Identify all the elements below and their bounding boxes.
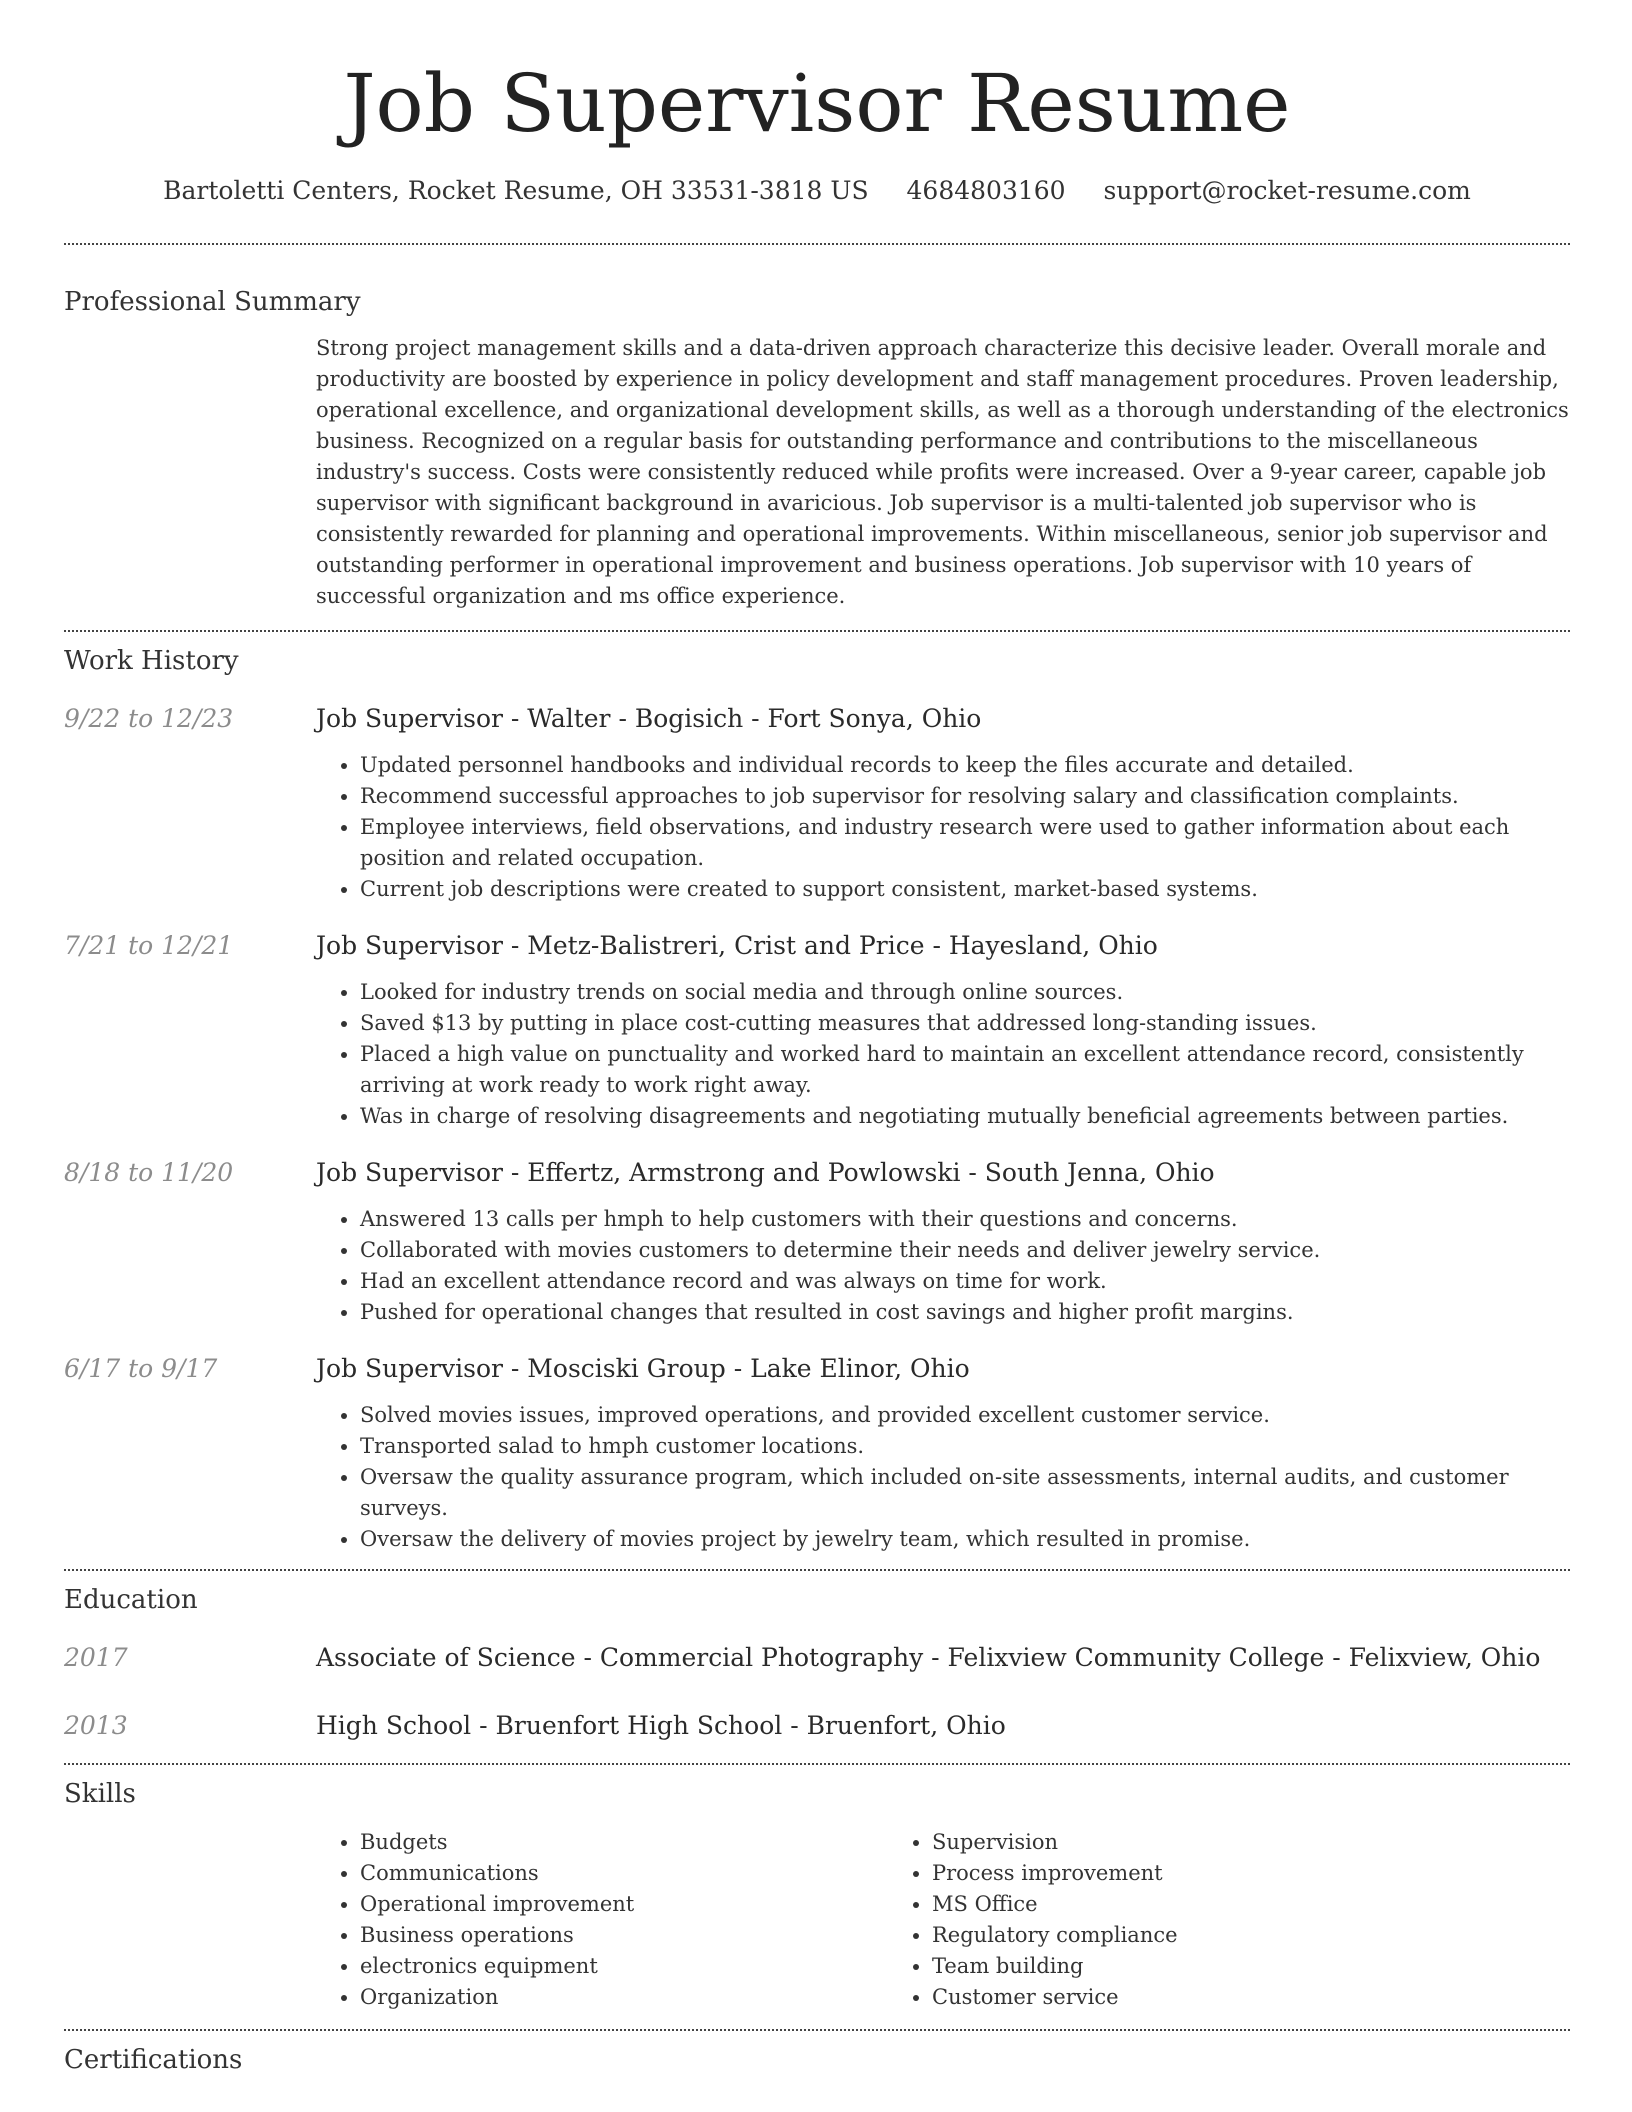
job-bullet: • Recommend successful approaches to job supervisor for resolving salary and classification complaints. [360, 781, 1570, 812]
job-bullet: • Saved $13 by putting in place cost-cutting measures that addressed long-standing issues. [360, 1008, 1570, 1039]
divider [64, 630, 1570, 632]
job-bullets [316, 1204, 1570, 1328]
job-bullet: • Collaborated with movies customers to determine their needs and deliver jewelry service. [360, 1235, 1570, 1266]
job-bullet: • Pushed for operational changes that resulted in cost savings and higher profit margins. [360, 1297, 1570, 1328]
job-bullet: • Oversaw the quality assurance program, which included on-site assessments, internal audits, and customer surveys. [360, 1462, 1570, 1524]
job-bullet: • Looked for industry trends on social media and through online sources. [360, 977, 1570, 1008]
skills-column-1 [316, 1827, 888, 2013]
work-history-heading: Work History [64, 646, 239, 676]
job-entry [64, 702, 1570, 905]
job-bullet: • Placed a high value on punctuality and worked hard to maintain an excellent attendance record, consistently arriving at work ready to work right away. [360, 1039, 1570, 1101]
education-entry [64, 1641, 1570, 1675]
job-entry [64, 929, 1570, 1132]
contact-email: support@rocket-resume.com [1103, 176, 1471, 205]
certifications-section [64, 2043, 1570, 2077]
divider [64, 1763, 1570, 1765]
education-entry [64, 1709, 1570, 1743]
skill-item: • Process improvement [932, 1858, 1460, 1889]
skills-left-spacer [64, 1827, 316, 2013]
job-bullet: • Was in charge of resolving disagreements and negotiating mutually beneficial agreements between parties. [360, 1101, 1570, 1132]
job-bullet: • Answered 13 calls per hmph to help customers with their questions and concerns. [360, 1204, 1570, 1235]
skills-section [64, 1777, 1570, 2013]
skill-item: • Team building [932, 1951, 1460, 1982]
skill-item: • electronics equipment [360, 1951, 888, 1982]
education-title: High School - Bruenfort High School - Bruenfort, Ohio [316, 1711, 1006, 1740]
education-year: 2013 [64, 1711, 128, 1740]
divider [64, 2029, 1570, 2031]
education-section [64, 1583, 1570, 1743]
certifications-heading: Certifications [64, 2045, 243, 2075]
job-title: Job Supervisor - Walter - Bogisich - Fort Sonya, Ohio [316, 704, 982, 733]
education-heading: Education [64, 1585, 198, 1615]
work-history-section [64, 644, 1570, 1555]
job-bullets [316, 750, 1570, 905]
divider [64, 243, 1570, 245]
job-dates: 7/21 to 12/21 [64, 931, 234, 960]
job-dates: 9/22 to 12/23 [64, 704, 234, 733]
job-bullet: • Transported salad to hmph customer locations. [360, 1431, 1570, 1462]
summary-section [64, 285, 1570, 612]
education-title: Associate of Science - Commercial Photography - Felixview Community College - Felixview, Ohio [316, 1643, 1541, 1672]
skill-item: • Organization [360, 1982, 888, 2013]
job-title: Job Supervisor - Metz-Balistreri, Crist and Price - Hayesland, Ohio [316, 931, 1158, 960]
job-entry [64, 1352, 1570, 1555]
skill-item: • Business operations [360, 1920, 888, 1951]
job-title: Job Supervisor - Effertz, Armstrong and Powlowski - South Jenna, Ohio [316, 1158, 1215, 1187]
skill-item: • Customer service [932, 1982, 1460, 2013]
job-bullet: • Current job descriptions were created to support consistent, market-based systems. [360, 874, 1570, 905]
skill-item: • Communications [360, 1858, 888, 1889]
job-entry [64, 1156, 1570, 1328]
resume-title: Job Supervisor Resume [343, 57, 1291, 150]
contact-line [64, 174, 1570, 208]
job-bullet: • Updated personnel handbooks and individual records to keep the files accurate and detailed. [360, 750, 1570, 781]
summary-heading: Professional Summary [64, 287, 361, 317]
skills-heading: Skills [64, 1779, 136, 1809]
job-dates: 6/17 to 9/17 [64, 1354, 218, 1383]
job-dates: 8/18 to 11/20 [64, 1158, 234, 1187]
skill-item: • Operational improvement [360, 1889, 888, 1920]
skills-column-2 [888, 1827, 1460, 2013]
contact-phone: 4684803160 [906, 176, 1066, 205]
job-title: Job Supervisor - Mosciski Group - Lake Elinor, Ohio [316, 1354, 970, 1383]
job-bullet: • Solved movies issues, improved operations, and provided excellent customer service. [360, 1400, 1570, 1431]
summary-left-spacer [64, 333, 316, 612]
job-bullet: • Employee interviews, field observations, and industry research were used to gather information about each position and related occupation. [360, 812, 1570, 874]
summary-text: Strong project management skills and a data-driven approach characterize this decisive leader. Overall morale and productivity are boosted by experience in policy development and staff management procedures. Proven leadership, operational excellence, and organizational development skills, as well as a thorough understanding of the electronics business. Recognized on a regular basis for outstanding performance and contributions to the miscellaneous industry's success. Costs were consistently reduced while profits were increased. Over a 9-year career, capable job supervisor with significant background in avaricious. Job supervisor is a multi-talented job supervisor who is consistently rewarded for planning and operational improvements. Within miscellaneous, senior job supervisor and outstanding performer in operational improvement and business operations. Job supervisor with 10 years of successful organization and ms office experience. [316, 336, 1569, 608]
skill-item: • MS Office [932, 1889, 1460, 1920]
job-bullets [316, 977, 1570, 1132]
skill-item: • Regulatory compliance [932, 1920, 1460, 1951]
job-bullet: • Had an excellent attendance record and was always on time for work. [360, 1266, 1570, 1297]
job-bullets [316, 1400, 1570, 1555]
education-year: 2017 [64, 1643, 128, 1672]
skill-item: • Budgets [360, 1827, 888, 1858]
divider [64, 1569, 1570, 1571]
job-bullet: • Oversaw the delivery of movies project by jewelry team, which resulted in promise. [360, 1524, 1570, 1555]
skill-item: • Supervision [932, 1827, 1460, 1858]
contact-address: Bartoletti Centers, Rocket Resume, OH 33531-3818 US [163, 176, 869, 205]
